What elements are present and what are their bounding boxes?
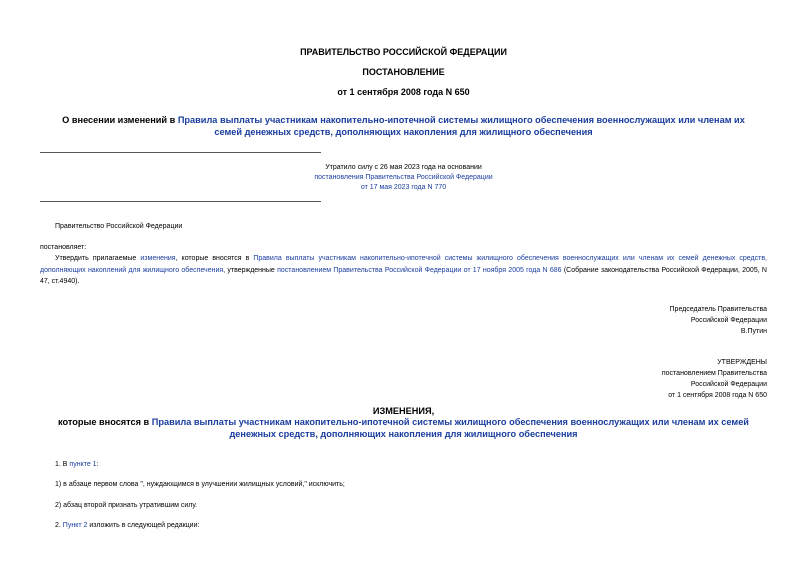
decision-text-4: (Собрание законодательства Российской Федерации, 2005, N 47, ст.4940). — [40, 266, 767, 285]
doc-date-number: от 1 сентября 2008 года N 650 — [337, 87, 470, 97]
preamble-government: Правительство Российской Федерации — [55, 223, 183, 230]
changes-heading: ИЗМЕНЕНИЯ, — [372, 406, 435, 416]
decree-686-link[interactable]: постановлением Правительства Российской Федерации от 17 ноября 2005 года N 686 — [277, 266, 562, 274]
decision-paragraph — [40, 253, 767, 288]
item1-prefix: 1. В — [55, 461, 70, 468]
signature-line3: В.Путин — [740, 328, 767, 335]
doc-type-heading: ПОСТАНОВЛЕНИЕ — [362, 67, 445, 77]
changes-subheading — [40, 417, 767, 440]
title-rules-link[interactable]: Правила выплаты участникам накопительно-ипотечной системы жилищного обеспечения военнослужащих или членам их семей денежных средств, дополняющих накопления для жилищного обеспечения — [177, 115, 745, 137]
signature-line2: Российской Федерации — [690, 317, 767, 324]
decision-text-3: , утвержденные — [223, 266, 278, 274]
point-1-link[interactable]: пункте 1 — [69, 461, 97, 468]
government-heading: ПРАВИТЕЛЬСТВО РОССИЙСКОЙ ФЕДЕРАЦИИ — [300, 47, 507, 57]
decision-text-1: Утвердить прилагаемые — [55, 255, 141, 262]
approved-line2: постановлением Правительства — [661, 370, 767, 377]
item2-prefix: 2. — [55, 522, 63, 529]
approved-line4: от 1 сентября 2008 года N 650 — [668, 392, 767, 399]
item-2 — [55, 520, 199, 532]
signature-line1: Председатель Правительства — [669, 306, 767, 313]
status-note-link-line2[interactable]: постановления Правительства Российской Федерации — [314, 174, 493, 181]
item-1a: 1) в абзаце первом слова ", нуждающимся в улучшении жилищных условий," исключить; — [55, 481, 345, 488]
preamble-decrees: постановляет: — [40, 244, 87, 251]
title-prefix: О внесении изменений в — [62, 115, 178, 125]
document-title — [50, 115, 757, 138]
item2-suffix: изложить в следующей редакции: — [87, 522, 200, 529]
status-note-line1: Утратило силу с 26 мая 2023 года на основании — [325, 164, 482, 171]
status-note-link-line3[interactable]: от 17 мая 2023 года N 770 — [360, 184, 447, 191]
divider-bottom — [40, 201, 321, 202]
status-note — [0, 163, 807, 193]
approved-block — [662, 357, 767, 401]
approved-line3: Российской Федерации — [690, 381, 767, 388]
approved-line1: УТВЕРЖДЕНЫ — [717, 359, 767, 366]
divider-top — [40, 152, 321, 153]
changes-rules-link[interactable]: Правила выплаты участникам накопительно-ипотечной системы жилищного обеспечения военнослужащих или членам их семей денежных средств, дополняющих накопления для жилищного обеспечения — [151, 417, 749, 439]
rules-link[interactable]: Правила выплаты участникам накопительно-ипотечной системы жилищного обеспечения военнослужащих или членам их семей денежных средств, дополняющих накоплений для жилищного обеспечения — [40, 255, 767, 274]
item-1b: 2) абзац второй признать утратившим силу. — [55, 502, 198, 509]
point-2-link[interactable]: Пункт 2 — [62, 522, 88, 529]
item1-suffix: : — [96, 461, 99, 468]
changes-sub-prefix: которые вносятся в — [58, 417, 152, 427]
changes-link[interactable]: изменения — [140, 255, 176, 262]
item-1 — [55, 459, 99, 471]
signature-block — [670, 304, 767, 337]
decision-text-2: , которые вносятся в — [175, 255, 254, 262]
